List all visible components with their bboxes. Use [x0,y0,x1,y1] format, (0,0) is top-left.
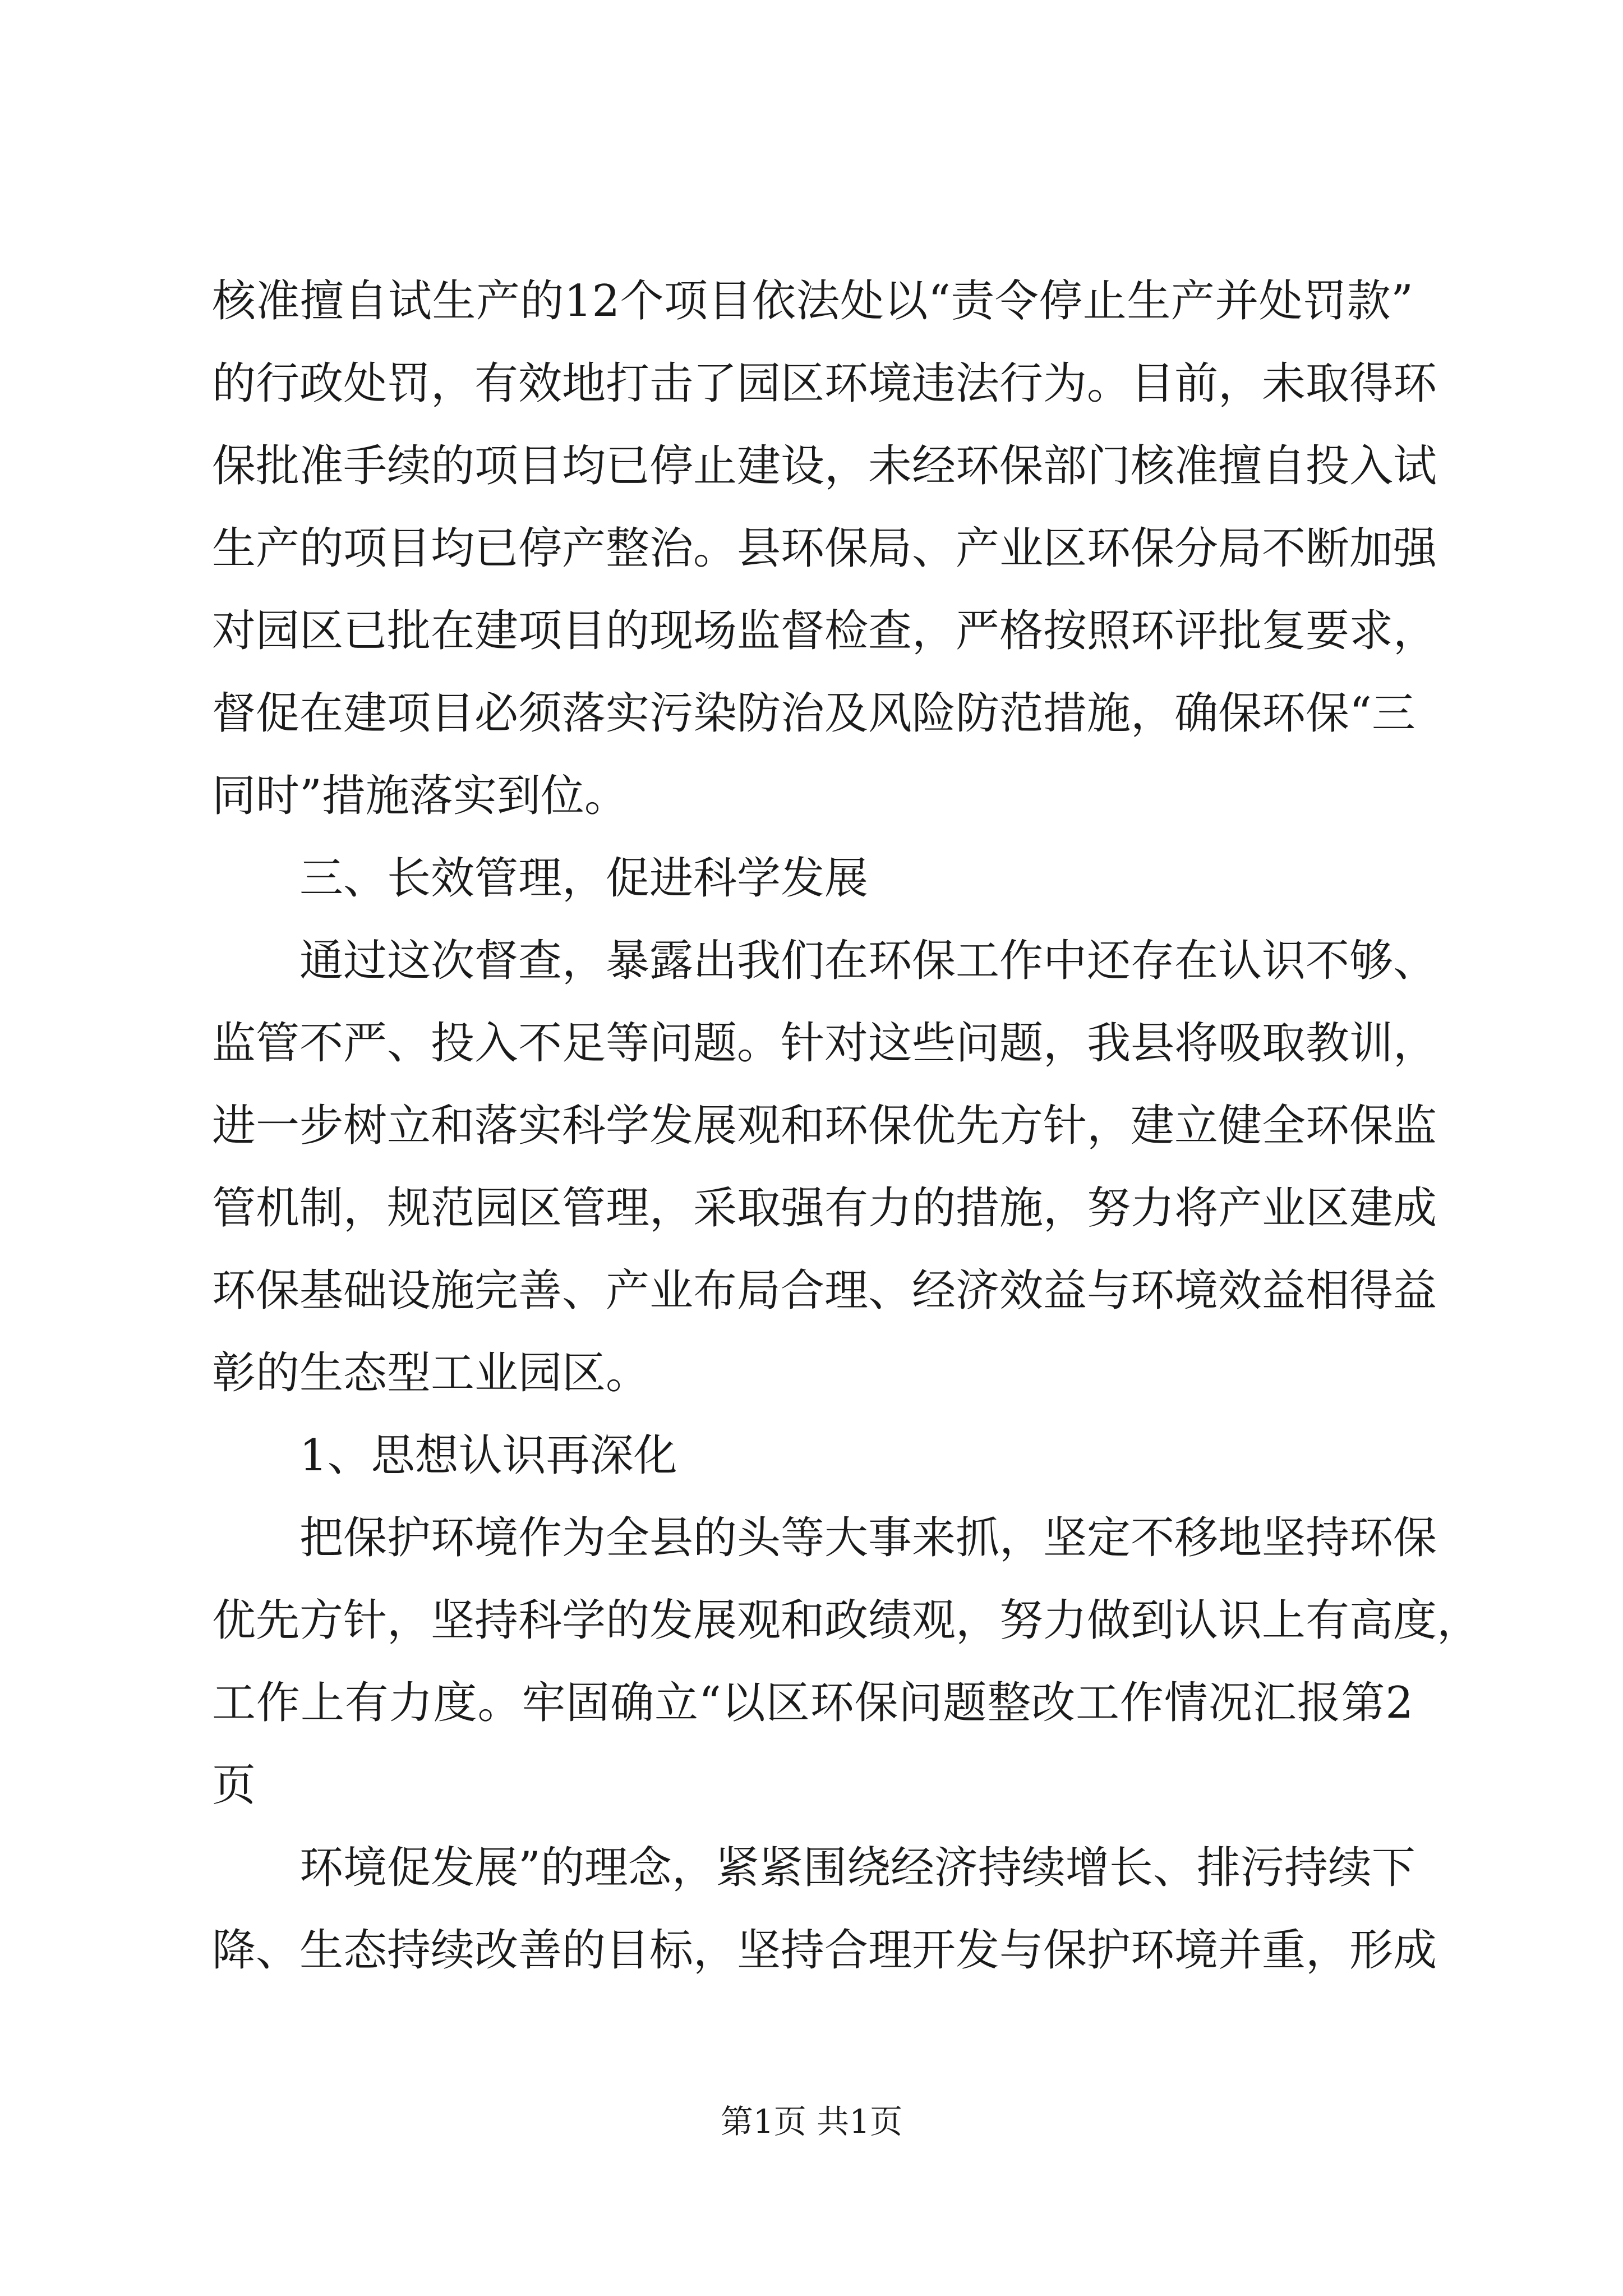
text-line: 核准擅自试生产的12个项目依法处以“责令停止生产并处罚款” [212,276,1413,326]
text-line: 彰的生态型工业园区。 [212,1348,650,1398]
subsection-heading: 1、思想认识再深化 [299,1430,677,1481]
text-line: 通过这次督查，暴露出我们在环保工作中还存在认识不够、 [299,936,1437,986]
text-line: 同时”措施落实到位。 [212,771,628,821]
text-line: 对园区已批在建项目的现场监督检查，严格按照环评批复要求， [212,606,1437,656]
text-line: 监管不严、投入不足等问题。针对这些问题，我县将吸取教训， [212,1018,1437,1069]
text-line: 环境促发展”的理念，紧紧围绕经济持续增长、排污持续下 [299,1843,1415,1893]
text-line: 保批准手续的项目均已停止建设，未经环保部门核准擅自投入试 [212,441,1437,491]
text-line: 管机制，规范园区管理，采取强有力的措施，努力将产业区建成 [212,1183,1437,1234]
text-line: 督促在建项目必须落实污染防治及风险防范措施，确保环保“三 [212,688,1415,739]
text-line: 环保基础设施完善、产业布局合理、经济效益与环境效益相得益 [212,1266,1437,1316]
section-heading: 三、长效管理，促进科学发展 [299,853,869,904]
text-line: 把保护环境作为全县的头等大事来抓，坚定不移地坚持环保 [299,1513,1437,1563]
page-footer: 第1页 共1页 [720,2102,903,2141]
text-line: 降、生态持续改善的目标，坚持合理开发与保护环境并重，形成 [212,1925,1437,1976]
text-line: 优先方针，坚持科学的发展观和政绩观，努力做到认识上有高度， [212,1595,1481,1646]
text-line: 进一步树立和落实科学发展观和环保优先方针，建立健全环保监 [212,1101,1437,1151]
text-line: 页 [212,1760,256,1811]
text-line: 生产的项目均已停产整治。县环保局、产业区环保分局不断加强 [212,523,1437,574]
text-line: 工作上有力度。牢固确立“以区环保问题整改工作情况汇报第2 [212,1678,1413,1728]
text-line: 的行政处罚，有效地打击了园区环境违法行为。目前，未取得环 [212,358,1437,409]
